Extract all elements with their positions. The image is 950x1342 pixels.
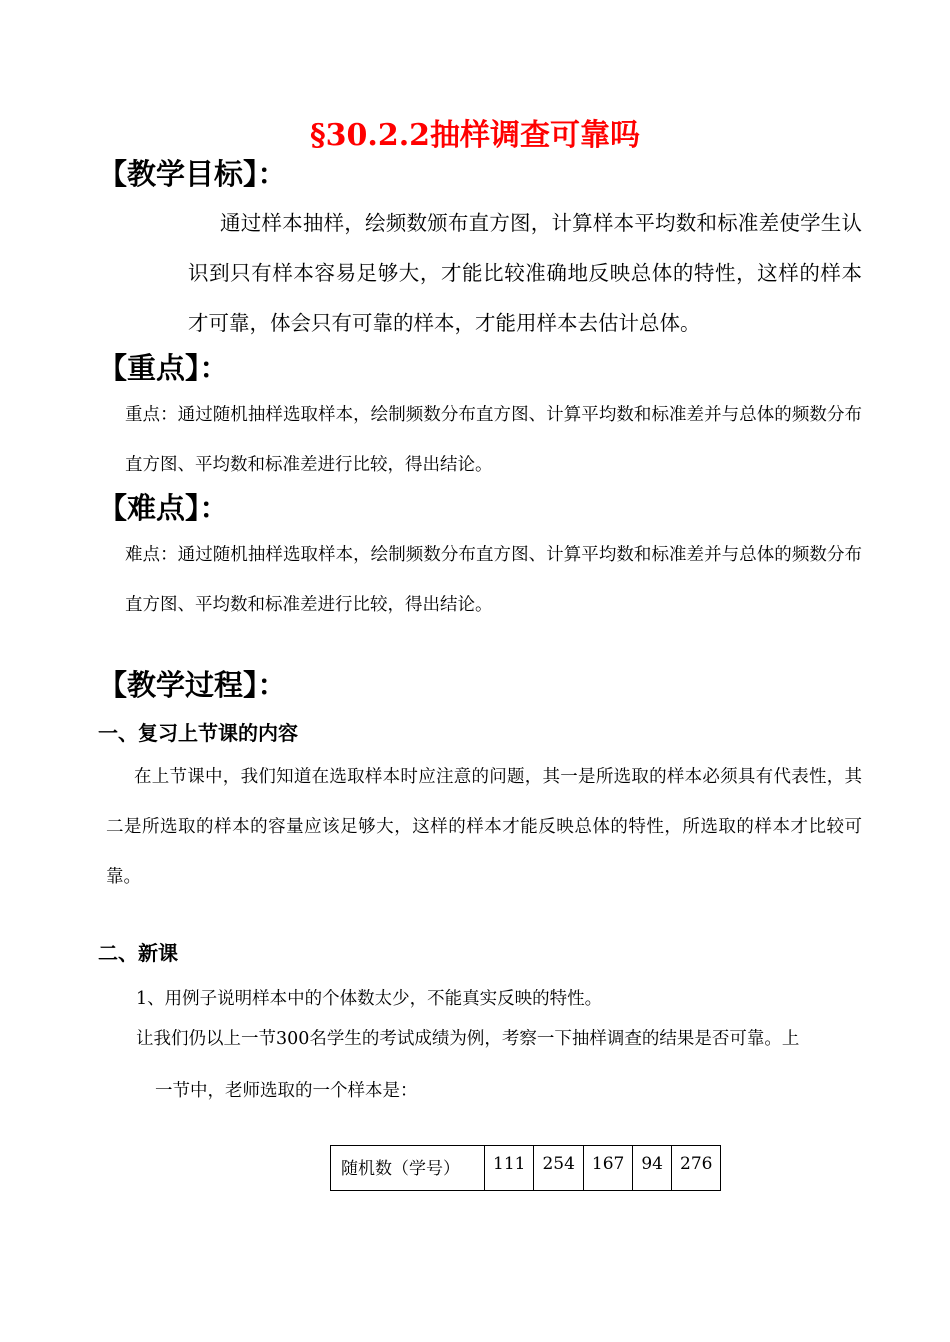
table-row (331, 1146, 721, 1191)
key-points-heading: 【重点】： (98, 351, 229, 385)
new-lesson-text-line-1: 让我们仍以上一节300名学生的考试成绩为例，考察一下抽样调查的结果是否可靠。上 (136, 1029, 800, 1049)
review-section-heading: 一、复习上节课的内容 (98, 721, 298, 745)
table-value-cell: 254 (534, 1146, 583, 1191)
objectives-text: 通过样本抽样，绘频数颁布直方图，计算样本平均数和标准差使学生认识到只有样本容易足够大，才能比较准确地反映总体的特性，这样的样本才可靠，体会只有可靠的样本，才能用样本去估计总体。 (188, 211, 862, 335)
sample-table (330, 1145, 721, 1191)
difficulties-text: 难点：通过随机抽样选取样本，绘制频数分布直方图、计算平均数和标准差并与总体的频数分布直方图、平均数和标准差进行比较，得出结论。 (125, 545, 862, 615)
table-value-cell: 111 (485, 1146, 534, 1191)
table-value-cell: 167 (583, 1146, 632, 1191)
new-lesson-heading: 二、新课 (98, 941, 178, 965)
review-section-text: 在上节课中，我们知道在选取样本时应注意的问题，其一是所选取的样本必须具有代表性，其二是所选取的样本的容量应该足够大，这样的样本才能反映总体的特性，所选取的样本才比较可靠。 (106, 767, 862, 887)
process-heading: 【教学过程】： (98, 668, 287, 702)
new-lesson-item-1: 1、用例子说明样本中的个体数太少，不能真实反映的特性。 (136, 989, 603, 1009)
new-lesson-text-line-2: 一节中，老师选取的一个样本是： (155, 1081, 418, 1101)
table-value-cell: 276 (672, 1146, 721, 1191)
table-value-cell: 94 (633, 1146, 672, 1191)
page-title: §30.2.2抽样调查可靠吗 (309, 118, 641, 153)
table-label-cell: 随机数（学号） (331, 1146, 485, 1191)
key-points-text: 重点：通过随机抽样选取样本，绘制频数分布直方图、计算平均数和标准差并与总体的频数分布直方图、平均数和标准差进行比较，得出结论。 (125, 405, 862, 475)
difficulties-heading: 【难点】： (98, 491, 229, 525)
objectives-heading: 【教学目标】： (98, 157, 287, 191)
